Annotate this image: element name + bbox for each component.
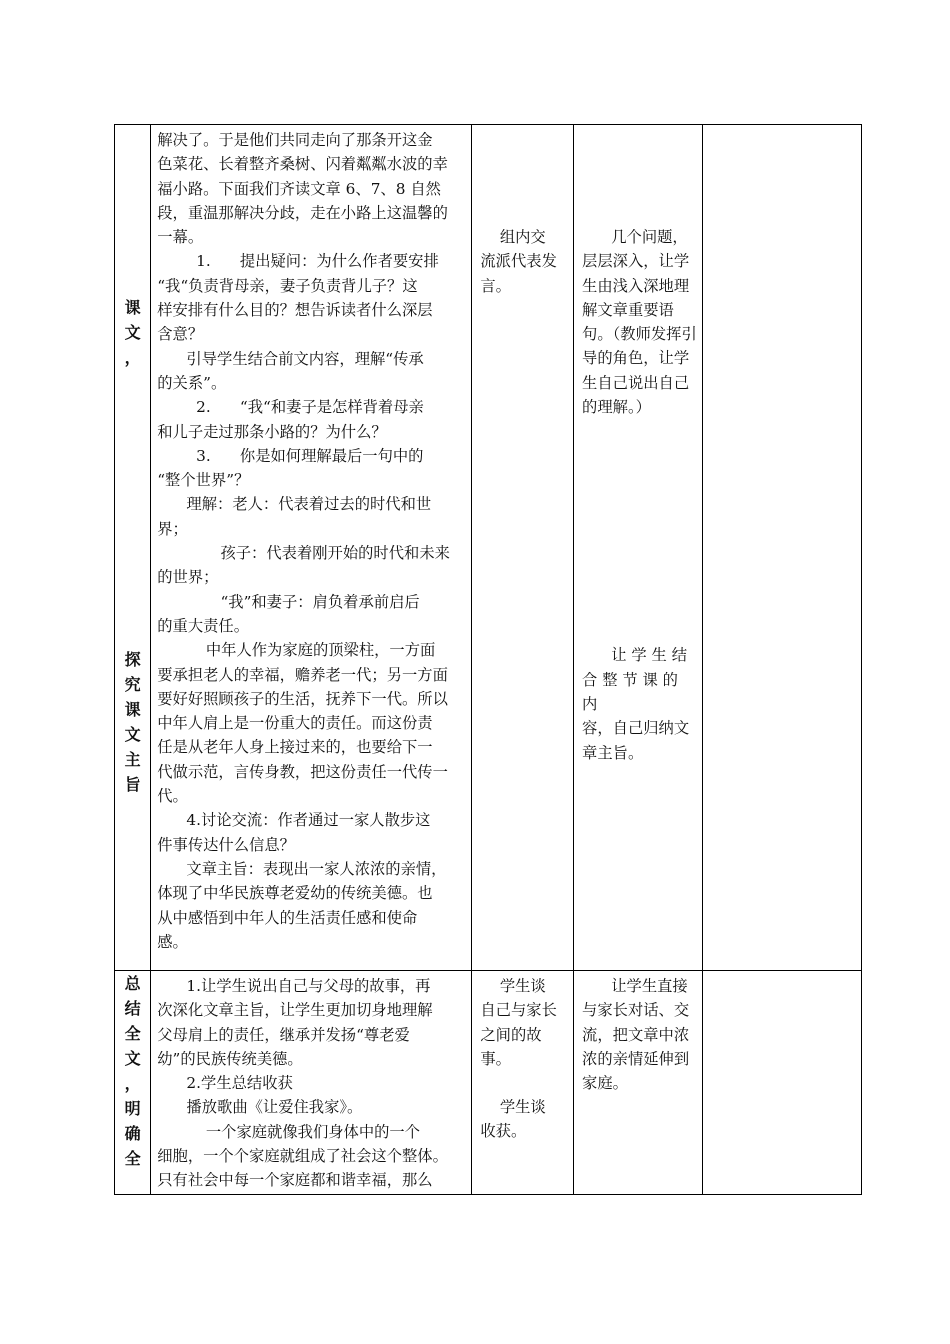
lesson-plan-table [114,124,862,1195]
student-activity-cell: 组内交 流派代表发 言。 [472,125,574,971]
notes-cell [702,971,861,1195]
teaching-content-cell: 解决了。于是他们共同走向了那条开这金 色菜花、长着整齐桑树、闪着粼粼水波的幸 福小路。下面我们齐读文章 6、7、8 自然 段，重温那解决分歧，走在小路上这温馨的 一幕。 1. 提出疑问：为什么作者要安排 “我“负责背母亲，妻子负责背儿子？这 样安排有什么目的？想告诉读者什么深层 含意？ 引导学生结合前文内容，理解“传承 的关系”。 2. “我“和妻子是怎样背着母亲 和儿子走过那条小路的？为什么？ 3. 你是如何理解最后一句中的 “整个世界”？ 理解：老人：代表着过去的时代和世 界； 孩子：代表着刚开始的时代和未来 的世界； “我”和妻子：肩负着承前启后 的重大责任。 中年人作为家庭的顶梁柱，一方面 要承担老人的幸福，赡养老一代；另一方面 要好好照顾孩子的生活，抚养下一代。所以 中年人肩上是一份重大的责任。而这份责 任是从老年人身上接过来的，也要给下一 代做示范，言传身教，把这份责任一代传一 代。 4.讨论交流：作者通过一家人散步这 件事传达什么信息？ 文章主旨：表现出一家人浓浓的亲情， 体现了中华民族尊老爱幼的传统美德。也 从中感悟到中年人的生活责任感和使命 感。 [151,125,472,971]
section-label-top: 课 文 ， [124,298,141,367]
student-activity-cell: 学生谈 自己与家长 之间的故 事。 学生谈 收获。 [472,971,574,1195]
notes-cell [702,125,861,971]
section-label-bottom: 探 究 课 文 主 旨 [124,650,141,794]
section-label-cell: 总 结 全 文 ， 明 确 全 [115,971,151,1195]
design-intent-cell: 几个问题， 层层深入，让学 生由浅入深地理 解文章重要语 句。（教师发挥引 导的角色，让学 生自己说出自己 的理解。） 让 学 生 结 合 整 节 课 的 内 容，自己归纳文 章主旨。 [574,125,703,971]
design-intent-cell: 让学生直接 与家长对话、交 流，把文章中浓 浓的亲情延伸到 家庭。 [574,971,703,1195]
table-row [115,125,862,971]
table-row [115,971,862,1195]
teaching-content-cell: 1.让学生说出自己与父母的故事，再 次深化文章主旨，让学生更加切身地理解 父母肩上的责任，继承并发扬“尊老爱 幼”的民族传统美德。 2.学生总结收获 播放歌曲《让爱住我家》。 一个家庭就像我们身体中的一个 细胞，一个个家庭就组成了社会这个整体。 只有社会中每一个家庭都和谐幸福，那么 [151,971,472,1195]
section-label-cell [115,125,151,971]
